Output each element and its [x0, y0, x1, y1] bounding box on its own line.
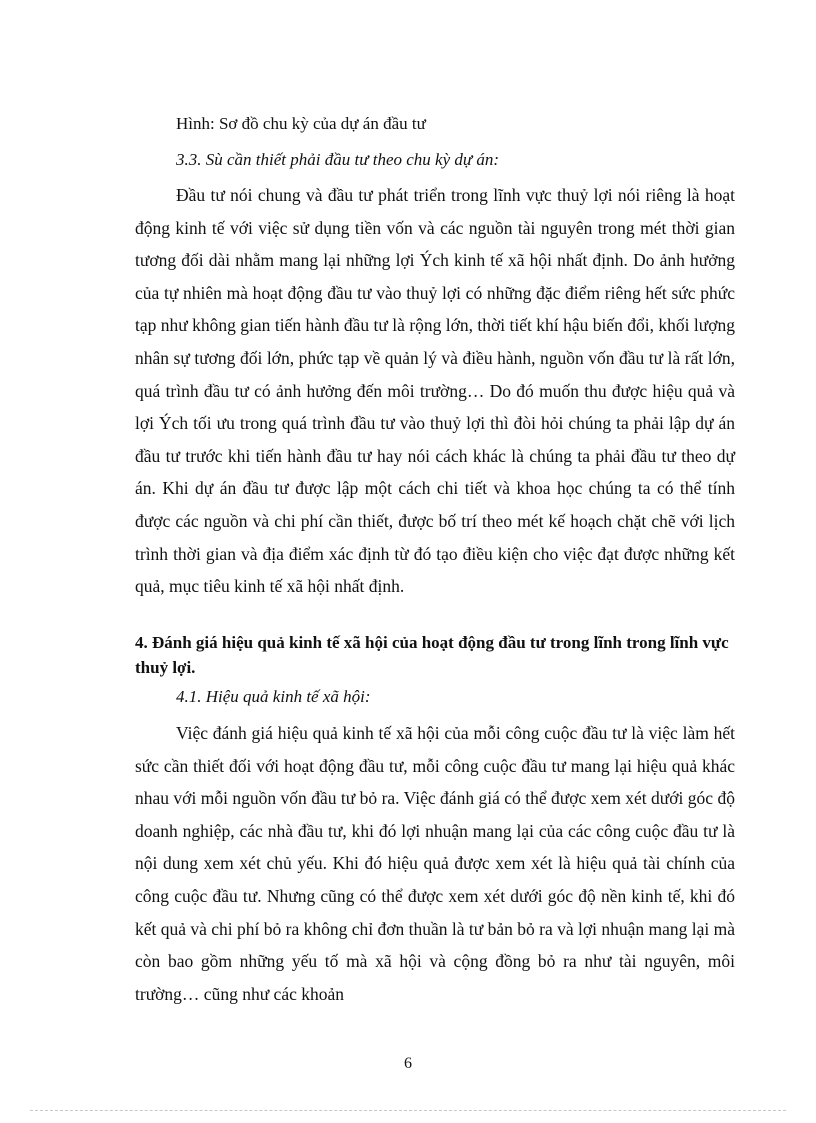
page-number: 6	[404, 1055, 412, 1072]
section-4-1-body	[135, 717, 735, 1010]
section-3-3-paragraph: Đầu tư nói chung và đầu tư phát triển trong lĩnh vực thuỷ lợi nói riêng là hoạt động kinh tế với việc sử dụng tiền vốn và các nguồn tài nguyên trong mét thời gian tương đối dài nhằm mang lại những lợi Ých kinh tế xã hội nhất định. Do ảnh hưởng của tự nhiên mà hoạt động đầu tư vào thuỷ lợi có những đặc điểm riêng hết sức phức tạp như không gian tiến hành đầu tư là rộng lớn, thời tiết khí hậu biến đổi, khối lượng nhân sự tương đối lớn, phức tạp về quản lý và điều hành, nguồn vốn đầu tư là rất lớn, quá trình đầu tư có ảnh hưởng đến môi trường… Do đó muốn thu được hiệu quả và lợi Ých tối ưu trong quá trình đầu tư vào thuỷ lợi thì đòi hỏi chúng ta phải lập dự án đầu tư trước khi tiến hành đầu tư hay nói cách khác là chúng ta phải đầu tư theo dự án. Khi dự án đầu tư được lập một cách chi tiết và khoa học chúng ta có thể tính được các nguồn và chi phí cần thiết, được bố trí theo mét kế hoạch chặt chẽ với lịch trình thời gian và địa điểm xác định từ đó tạo điều kiện cho việc đạt được những kết quả, mục tiêu kinh tế xã hội nhất định.	[135, 185, 735, 597]
footer-divider	[30, 1110, 786, 1111]
section-4-1-title: 4.1. Hiệu quả kinh tế xã hội:	[176, 687, 371, 706]
section-4-1-paragraph: Việc đánh giá hiệu quả kinh tế xã hội của mỗi công cuộc đầu tư là việc làm hết sức cần thiết đối với hoạt động đầu tư, mỗi công cuộc đầu tư mang lại hiệu quả khác nhau với mỗi nguồn vốn đầu tư bỏ ra. Việc đánh giá có thể được xem xét dưới góc độ doanh nghiệp, các nhà đầu tư, khi đó lợi nhuận mang lại của các công cuộc đầu tư là nội dung xem xét chủ yếu. Khi đó hiệu quả được xem xét là hiệu quả tài chính của công cuộc đầu tư. Nhưng cũng có thể được xem xét dưới góc độ nền kinh tế, khi đó kết quả và chi phí bỏ ra không chỉ đơn thuần là tư bản bỏ ra và lợi nhuận mang lại mà còn bao gồm những yếu tố mà xã hội và cộng đồng bỏ ra như tài nguyên, môi trường… cũng như các khoản	[135, 723, 735, 1004]
section-4-heading: 4. Đánh giá hiệu quả kinh tế xã hội của hoạt động đầu tư trong lĩnh trong lĩnh vực thuỷ lợi.	[135, 633, 729, 677]
figure-caption: Hình: Sơ đồ chu kỳ của dự án đầu tư	[176, 114, 426, 133]
section-4-heading-block	[135, 630, 735, 680]
section-3-3-body	[135, 179, 735, 603]
section-3-3-title: 3.3. Sù cần thiết phải đầu tư theo chu kỳ dự án:	[176, 150, 500, 169]
